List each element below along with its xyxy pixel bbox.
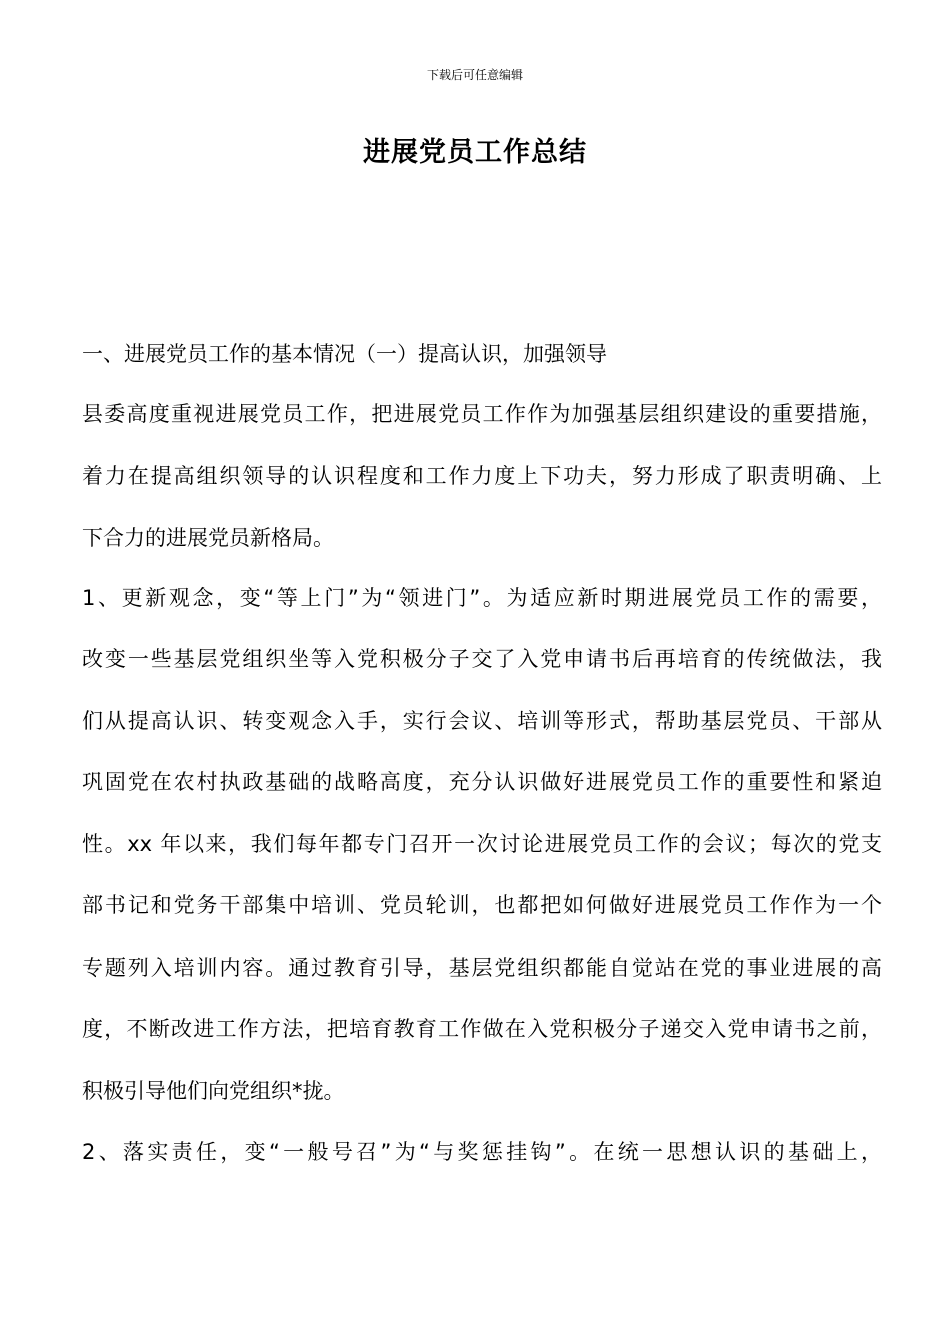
paragraph-line: 巩固党在农村执政基础的战略高度，充分认识做好进展党员工作的重要性和紧迫	[82, 770, 882, 794]
paragraph-line: 下合力的进展党员新格局。	[82, 526, 334, 550]
paragraph-line: 改变一些基层党组织坐等入党积极分子交了入党申请书后再培育的传统做法，我	[82, 647, 882, 671]
document-title: 进展党员工作总结	[363, 137, 587, 168]
paragraph-line: 度，不断改进工作方法，把培育教育工作做在入党积极分子递交入党申请书之前，	[82, 1017, 882, 1041]
paragraph-line: 1、更新观念，变“等上门”为“领进门”。为适应新时期进展党员工作的需要，	[82, 586, 882, 610]
paragraph-line: 县委高度重视进展党员工作，把进展党员工作作为加强基层组织建设的重要措施，	[82, 402, 882, 426]
paragraph-line: 性。xx 年以来，我们每年都专门召开一次讨论进展党员工作的会议；每次的党支	[82, 832, 882, 856]
paragraph-line: 2、落实责任，变“一般号召”为“与奖惩挂钩”。在统一思想认识的基础上，	[82, 1140, 882, 1164]
paragraph-line: 们从提高认识、转变观念入手，实行会议、培训等形式，帮助基层党员、干部从	[82, 709, 882, 733]
paragraph-line: 积极引导他们向党组织*拢。	[82, 1079, 345, 1103]
paragraph-line: 专题列入培训内容。通过教育引导，基层党组织都能自觉站在党的事业进展的高	[82, 956, 882, 980]
paragraph-line: 着力在提高组织领导的认识程度和工作力度上下功夫，努力形成了职责明确、上	[82, 464, 882, 488]
paragraph-line: 一、进展党员工作的基本情况（一）提高认识，加强领导	[82, 342, 607, 366]
paragraph-line: 部书记和党务干部集中培训、党员轮训，也都把如何做好进展党员工作作为一个	[82, 893, 882, 917]
header-note: 下载后可任意编辑	[426, 68, 523, 82]
